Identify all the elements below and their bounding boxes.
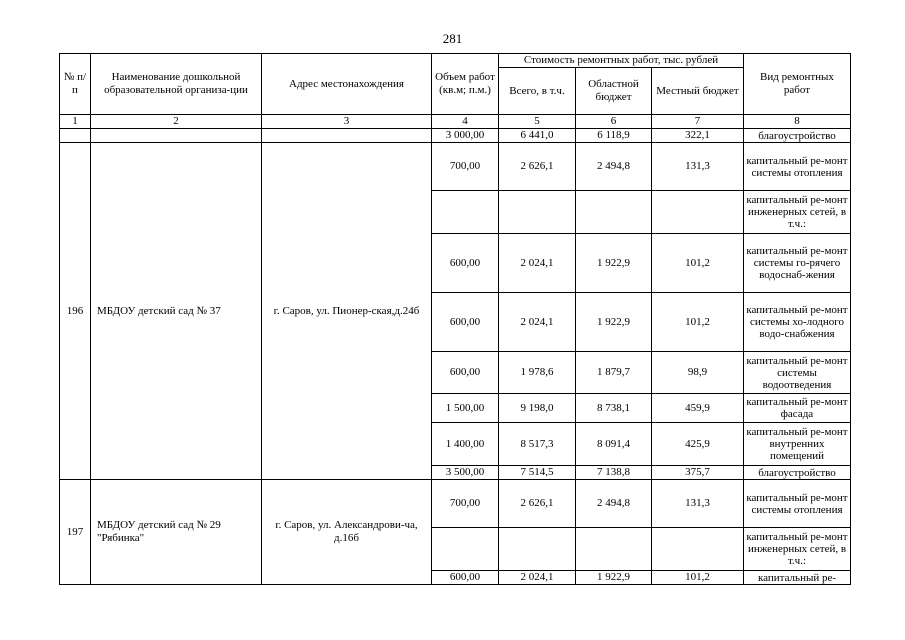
header-regional: Областной бюджет: [576, 68, 652, 115]
header-volume: Объем работ (кв.м; п.м.): [432, 54, 499, 115]
local-cell: 425,9: [652, 423, 744, 466]
local-cell: 375,7: [652, 466, 744, 480]
volume-cell: [432, 191, 499, 234]
col-number: 2: [91, 115, 262, 129]
volume-cell: 600,00: [432, 234, 499, 293]
regional-cell: 2 494,8: [576, 480, 652, 528]
header-cost-group: Стоимость ремонтных работ, тыс. рублей: [499, 54, 744, 68]
total-cell: 9 198,0: [499, 394, 576, 423]
work-type-cell: капитальный ре-монт фасада: [744, 394, 851, 423]
table-row: [60, 480, 851, 528]
local-cell: 98,9: [652, 352, 744, 394]
regional-cell: 1 922,9: [576, 234, 652, 293]
volume-cell: 700,00: [432, 143, 499, 191]
volume-cell: 1 400,00: [432, 423, 499, 466]
volume-cell: 3 000,00: [432, 129, 499, 143]
col-number: 5: [499, 115, 576, 129]
regional-cell: 8 738,1: [576, 394, 652, 423]
col-number: 8: [744, 115, 851, 129]
work-type-cell: капитальный ре-монт инженерных сетей, в т.ч.:: [744, 528, 851, 571]
regional-cell: [576, 528, 652, 571]
total-cell: [499, 191, 576, 234]
col-number: 7: [652, 115, 744, 129]
work-type-cell: капитальный ре-монт внутренних помещений: [744, 423, 851, 466]
col-number: 3: [262, 115, 432, 129]
local-cell: 101,2: [652, 293, 744, 352]
col-number: 4: [432, 115, 499, 129]
col-number: 6: [576, 115, 652, 129]
regional-cell: 7 138,8: [576, 466, 652, 480]
regional-cell: 2 494,8: [576, 143, 652, 191]
regional-cell: 1 879,7: [576, 352, 652, 394]
header-total: Всего, в т.ч.: [499, 68, 576, 115]
header-work-type: Вид ремонтных работ: [744, 54, 851, 115]
total-cell: [499, 528, 576, 571]
work-type-cell: капитальный ре-монт системы водоотведения: [744, 352, 851, 394]
volume-cell: 600,00: [432, 352, 499, 394]
regional-cell: [576, 191, 652, 234]
institution-name: МБДОУ детский сад № 29 "Рябинка": [91, 480, 262, 585]
volume-cell: 700,00: [432, 480, 499, 528]
total-cell: 2 626,1: [499, 143, 576, 191]
institution-name: МБДОУ детский сад № 37: [91, 143, 262, 480]
local-cell: 459,9: [652, 394, 744, 423]
institution-address: г. Саров, ул. Александрови-ча, д.16б: [262, 480, 432, 585]
total-cell: 1 978,6: [499, 352, 576, 394]
total-cell: 2 024,1: [499, 293, 576, 352]
entry-number: 196: [60, 143, 91, 480]
local-cell: [652, 528, 744, 571]
local-cell: 101,2: [652, 571, 744, 585]
local-cell: 131,3: [652, 480, 744, 528]
header-local: Местный бюджет: [652, 68, 744, 115]
work-type-cell: капитальный ре-монт системы отопления: [744, 143, 851, 191]
volume-cell: [432, 528, 499, 571]
repair-works-table: [59, 53, 851, 585]
regional-cell: 1 922,9: [576, 571, 652, 585]
work-type-cell: благоустройство: [744, 129, 851, 143]
local-cell: 101,2: [652, 234, 744, 293]
work-type-cell: капитальный ре-монт системы отопления: [744, 480, 851, 528]
work-type-cell: капитальный ре-монт инженерных сетей, в т.ч.:: [744, 191, 851, 234]
work-type-cell: капитальный ре-монт системы хо-лодного водо-снабжения: [744, 293, 851, 352]
col-number: 1: [60, 115, 91, 129]
local-cell: 131,3: [652, 143, 744, 191]
regional-cell: 6 118,9: [576, 129, 652, 143]
local-cell: 322,1: [652, 129, 744, 143]
total-cell: 7 514,5: [499, 466, 576, 480]
volume-cell: 600,00: [432, 571, 499, 585]
total-cell: 2 626,1: [499, 480, 576, 528]
local-cell: [652, 191, 744, 234]
regional-cell: 8 091,4: [576, 423, 652, 466]
header-name: Наименование дошкольной образовательной организа-ции: [91, 54, 262, 115]
work-type-cell: благоустройство: [744, 466, 851, 480]
total-cell: 8 517,3: [499, 423, 576, 466]
institution-address: г. Саров, ул. Пионер-ская,д.24б: [262, 143, 432, 480]
total-cell: 2 024,1: [499, 571, 576, 585]
work-type-cell: капитальный ре-: [744, 571, 851, 585]
total-cell: 6 441,0: [499, 129, 576, 143]
regional-cell: 1 922,9: [576, 293, 652, 352]
volume-cell: 600,00: [432, 293, 499, 352]
entry-number: 197: [60, 480, 91, 585]
total-cell: 2 024,1: [499, 234, 576, 293]
header-address: Адрес местонахождения: [262, 54, 432, 115]
volume-cell: 1 500,00: [432, 394, 499, 423]
volume-cell: 3 500,00: [432, 466, 499, 480]
work-type-cell: капитальный ре-монт системы го-рячего водоснаб-жения: [744, 234, 851, 293]
header-no: № п/п: [60, 54, 91, 115]
carry-row: [60, 129, 851, 143]
page-number: 281: [442, 31, 463, 46]
table-row: [60, 143, 851, 191]
